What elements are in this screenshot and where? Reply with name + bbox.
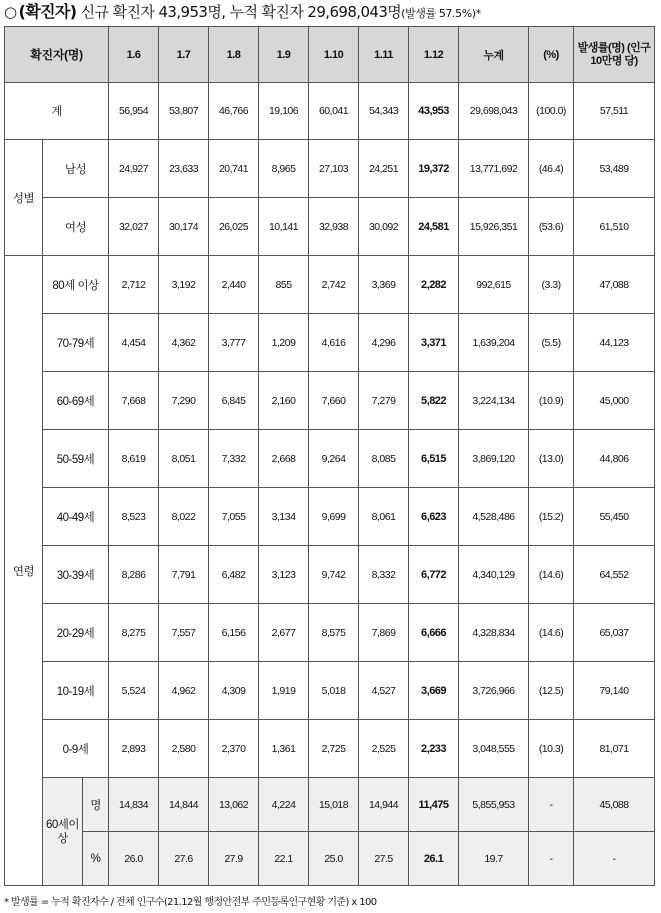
cell: 13,062 xyxy=(209,778,259,832)
footnote: * 발생률 = 누적 확진자수 / 전체 인구수(21.12월 행정안전부 주민등록인구현황 기준) x 100 xyxy=(4,897,377,908)
cell: 7,869 xyxy=(359,604,409,662)
cell: 2,440 xyxy=(209,256,259,314)
cell: 32,938 xyxy=(309,198,359,256)
row-label: 30-39세 xyxy=(43,546,109,604)
cell-rate: 79,140 xyxy=(574,662,655,720)
cell-cumulative: 15,926,351 xyxy=(459,198,529,256)
cell: 7,055 xyxy=(209,488,259,546)
cell-percent: (10.3) xyxy=(529,720,574,778)
cell: 4,296 xyxy=(359,314,409,372)
confirmed-cases-table xyxy=(4,26,655,886)
page-title xyxy=(4,3,659,21)
cell: 4,362 xyxy=(159,314,209,372)
row-label: 계 xyxy=(5,83,109,140)
cell: 8,051 xyxy=(159,430,209,488)
row-label-elderly: 60세이상 xyxy=(43,778,83,886)
table-row-age80 xyxy=(5,256,655,314)
cell: 54,343 xyxy=(359,83,409,140)
cell: 8,575 xyxy=(309,604,359,662)
cell: 27.6 xyxy=(159,832,209,886)
cell-cumulative: 13,771,692 xyxy=(459,140,529,198)
table-row-age50 xyxy=(5,430,655,488)
cell-rate: 53,489 xyxy=(574,140,655,198)
header-category: 확진자(명) xyxy=(5,27,109,83)
cell: 8,965 xyxy=(259,140,309,198)
cell: 10,141 xyxy=(259,198,309,256)
cell-percent: (10.9) xyxy=(529,372,574,430)
cell: 23,633 xyxy=(159,140,209,198)
cell: 9,264 xyxy=(309,430,359,488)
cell-latest: 26.1 xyxy=(409,832,459,886)
cell: 46,766 xyxy=(209,83,259,140)
cell-percent: (5.5) xyxy=(529,314,574,372)
cell: 14,834 xyxy=(109,778,159,832)
header-row xyxy=(5,27,655,83)
cell-percent: (14.6) xyxy=(529,604,574,662)
cell: 2,580 xyxy=(159,720,209,778)
cell-percent: (100.0) xyxy=(529,83,574,140)
cell: 6,156 xyxy=(209,604,259,662)
cell: 9,699 xyxy=(309,488,359,546)
cell: 6,845 xyxy=(209,372,259,430)
table-row-age70 xyxy=(5,314,655,372)
cell-percent: (12.5) xyxy=(529,662,574,720)
table-row-age20 xyxy=(5,604,655,662)
table-row-age30 xyxy=(5,546,655,604)
cell-latest: 6,623 xyxy=(409,488,459,546)
cell-percent: (15.2) xyxy=(529,488,574,546)
row-label: 20-29세 xyxy=(43,604,109,662)
cell-latest: 43,953 xyxy=(409,83,459,140)
cell: 2,668 xyxy=(259,430,309,488)
cell: 26.0 xyxy=(109,832,159,886)
cell: 30,174 xyxy=(159,198,209,256)
cell: 32,027 xyxy=(109,198,159,256)
cell-rate: 45,088 xyxy=(574,778,655,832)
cell: 20,741 xyxy=(209,140,259,198)
title-new-label: 신규 확진자 xyxy=(76,3,159,21)
bullet-circle-icon: ○ xyxy=(4,3,17,21)
cell: 9,742 xyxy=(309,546,359,604)
title-cum-value: 29,698,043명 xyxy=(307,3,402,21)
cell: 56,954 xyxy=(109,83,159,140)
row-label: 남성 xyxy=(43,140,109,198)
cell: 19,106 xyxy=(259,83,309,140)
cell: 60,041 xyxy=(309,83,359,140)
cell: 24,927 xyxy=(109,140,159,198)
cell: 2,742 xyxy=(309,256,359,314)
cell-latest: 2,282 xyxy=(409,256,459,314)
cell-latest: 6,515 xyxy=(409,430,459,488)
cell: 7,290 xyxy=(159,372,209,430)
cell: 6,482 xyxy=(209,546,259,604)
cell: 7,279 xyxy=(359,372,409,430)
cell: 2,725 xyxy=(309,720,359,778)
cell: 5,524 xyxy=(109,662,159,720)
cell-latest: 2,233 xyxy=(409,720,459,778)
cell-cumulative: 4,328,834 xyxy=(459,604,529,662)
cell-rate: 47,088 xyxy=(574,256,655,314)
table-row-elderly-count xyxy=(5,778,655,832)
group-label-age: 연령 xyxy=(5,256,43,886)
cell: 8,332 xyxy=(359,546,409,604)
cell: 1,209 xyxy=(259,314,309,372)
title-new-value: 43,953명 xyxy=(158,3,222,21)
cell: 27.5 xyxy=(359,832,409,886)
cell-percent: (14.6) xyxy=(529,546,574,604)
unit-label: % xyxy=(83,832,109,886)
cell-cumulative: 3,048,555 xyxy=(459,720,529,778)
row-label: 40-49세 xyxy=(43,488,109,546)
title-paren-label: (확진자) xyxy=(18,2,77,21)
cell: 855 xyxy=(259,256,309,314)
cell: 1,361 xyxy=(259,720,309,778)
table-row-total xyxy=(5,83,655,140)
cell: 7,332 xyxy=(209,430,259,488)
cell-cumulative: 992,615 xyxy=(459,256,529,314)
cell-cumulative: 4,528,486 xyxy=(459,488,529,546)
header-date: 1.8 xyxy=(209,27,259,83)
header-date: 1.10 xyxy=(309,27,359,83)
cell: 8,085 xyxy=(359,430,409,488)
cell: 7,791 xyxy=(159,546,209,604)
cell: 22.1 xyxy=(259,832,309,886)
cell-cumulative: 29,698,043 xyxy=(459,83,529,140)
cell-rate: - xyxy=(574,832,655,886)
cell: 8,275 xyxy=(109,604,159,662)
cell: 8,286 xyxy=(109,546,159,604)
table-row-elderly-percent xyxy=(5,832,655,886)
header-date: 1.11 xyxy=(359,27,409,83)
cell-percent: (53.6) xyxy=(529,198,574,256)
cell-cumulative: 4,340,129 xyxy=(459,546,529,604)
header-date: 1.6 xyxy=(109,27,159,83)
cell: 8,061 xyxy=(359,488,409,546)
cell-cumulative: 1,639,204 xyxy=(459,314,529,372)
cell: 14,944 xyxy=(359,778,409,832)
cell-latest: 5,822 xyxy=(409,372,459,430)
header-date: 1.9 xyxy=(259,27,309,83)
cell-latest: 11,475 xyxy=(409,778,459,832)
cell-latest: 3,371 xyxy=(409,314,459,372)
cell: 4,309 xyxy=(209,662,259,720)
row-label: 10-19세 xyxy=(43,662,109,720)
header-date: 1.12 xyxy=(409,27,459,83)
cell: 2,893 xyxy=(109,720,159,778)
cell: 4,224 xyxy=(259,778,309,832)
row-label: 0-9세 xyxy=(43,720,109,778)
cell: 2,525 xyxy=(359,720,409,778)
cell: 53,807 xyxy=(159,83,209,140)
title-rate-note: (발생률 57.5%)* xyxy=(401,7,481,20)
row-label: 50-59세 xyxy=(43,430,109,488)
cell-latest: 24,581 xyxy=(409,198,459,256)
cell-cumulative: 3,224,134 xyxy=(459,372,529,430)
cell: 3,777 xyxy=(209,314,259,372)
cell-rate: 64,552 xyxy=(574,546,655,604)
cell: 3,192 xyxy=(159,256,209,314)
cell-rate: 65,037 xyxy=(574,604,655,662)
cell-cumulative: 3,726,966 xyxy=(459,662,529,720)
cell-rate: 45,000 xyxy=(574,372,655,430)
cell: 27,103 xyxy=(309,140,359,198)
table-row-age40 xyxy=(5,488,655,546)
cell-cumulative: 19.7 xyxy=(459,832,529,886)
header-rate: 발생률(명) (인구 10만명 당) xyxy=(574,27,655,83)
cell: 26,025 xyxy=(209,198,259,256)
cell: 30,092 xyxy=(359,198,409,256)
cell-latest: 3,669 xyxy=(409,662,459,720)
cell-latest: 19,372 xyxy=(409,140,459,198)
cell: 25.0 xyxy=(309,832,359,886)
cell: 8,022 xyxy=(159,488,209,546)
title-separator: , xyxy=(221,3,230,21)
cell: 2,370 xyxy=(209,720,259,778)
cell-latest: 6,772 xyxy=(409,546,459,604)
unit-label: 명 xyxy=(83,778,109,832)
table-row-age10 xyxy=(5,662,655,720)
cell: 14,844 xyxy=(159,778,209,832)
cell: 1,919 xyxy=(259,662,309,720)
cell: 2,160 xyxy=(259,372,309,430)
table-row-age60 xyxy=(5,372,655,430)
cell-rate: 55,450 xyxy=(574,488,655,546)
cell: 15,018 xyxy=(309,778,359,832)
table-row-female xyxy=(5,198,655,256)
cell: 8,619 xyxy=(109,430,159,488)
table-row-male xyxy=(5,140,655,198)
cell: 4,527 xyxy=(359,662,409,720)
table-row-age0 xyxy=(5,720,655,778)
header-percent: (%) xyxy=(529,27,574,83)
cell: 24,251 xyxy=(359,140,409,198)
cell-cumulative: 5,855,953 xyxy=(459,778,529,832)
cell-rate: 57,511 xyxy=(574,83,655,140)
cell: 4,454 xyxy=(109,314,159,372)
cell: 7,668 xyxy=(109,372,159,430)
cell-rate: 44,123 xyxy=(574,314,655,372)
cell-percent: (13.0) xyxy=(529,430,574,488)
cell: 3,369 xyxy=(359,256,409,314)
group-label-sex: 성별 xyxy=(5,140,43,256)
cell-percent: (3.3) xyxy=(529,256,574,314)
cell-cumulative: 3,869,120 xyxy=(459,430,529,488)
cell: 2,677 xyxy=(259,604,309,662)
cell-percent: (46.4) xyxy=(529,140,574,198)
header-date: 1.7 xyxy=(159,27,209,83)
cell: 8,523 xyxy=(109,488,159,546)
row-label: 70-79세 xyxy=(43,314,109,372)
cell: 4,616 xyxy=(309,314,359,372)
cell-latest: 6,666 xyxy=(409,604,459,662)
cell: 2,712 xyxy=(109,256,159,314)
row-label: 60-69세 xyxy=(43,372,109,430)
cell-rate: 44,806 xyxy=(574,430,655,488)
cell: 27.9 xyxy=(209,832,259,886)
cell: 4,962 xyxy=(159,662,209,720)
row-label: 여성 xyxy=(43,198,109,256)
title-cum-label: 누적 확진자 xyxy=(229,3,308,21)
row-label: 80세 이상 xyxy=(43,256,109,314)
cell: 5,018 xyxy=(309,662,359,720)
cell: 3,123 xyxy=(259,546,309,604)
cell-percent: - xyxy=(529,832,574,886)
cell-rate: 61,510 xyxy=(574,198,655,256)
cell-percent: - xyxy=(529,778,574,832)
cell: 3,134 xyxy=(259,488,309,546)
cell: 7,660 xyxy=(309,372,359,430)
header-cumulative: 누계 xyxy=(459,27,529,83)
cell-rate: 81,071 xyxy=(574,720,655,778)
cell: 7,557 xyxy=(159,604,209,662)
